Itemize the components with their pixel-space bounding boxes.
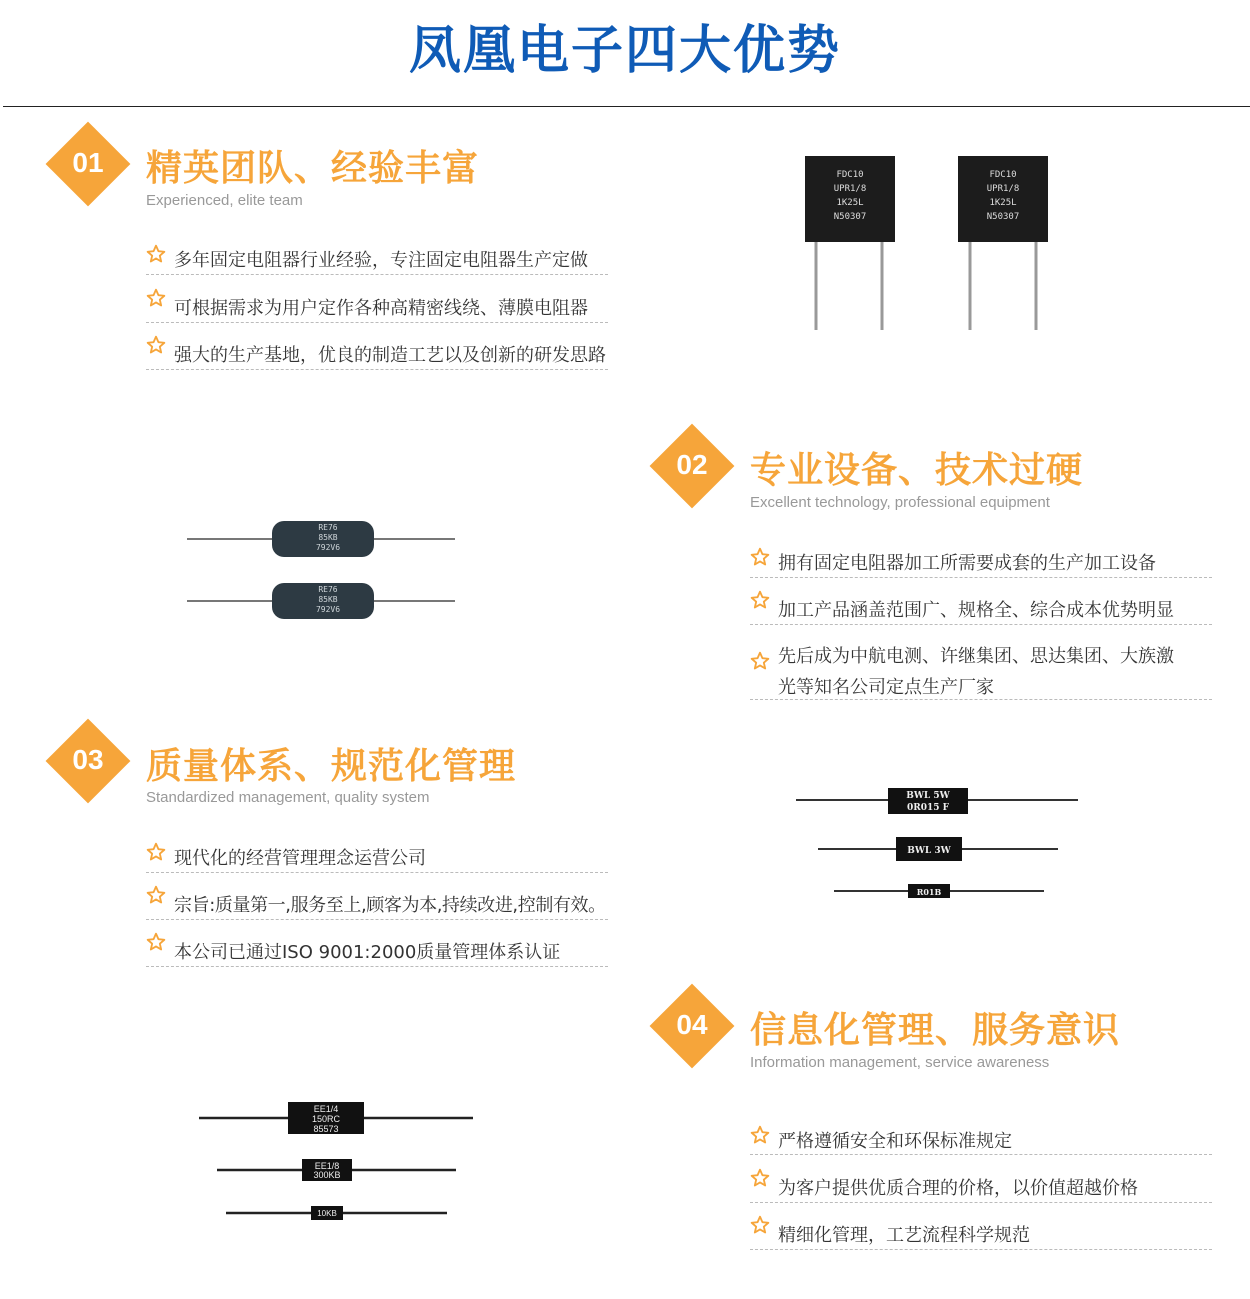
component-label: 300KB (313, 1170, 341, 1180)
feature-list (750, 1117, 1212, 1250)
list-item: 先后成为中航电测、许继集团、思达集团、大族激光等知名公司定点生产厂家 (750, 625, 1212, 700)
feature-list (750, 539, 1212, 700)
list-item: 强大的生产基地，优良的制造工艺以及创新的研发思路 (146, 323, 608, 370)
list-item: 精细化管理，工艺流程科学规范 (750, 1203, 1212, 1250)
component-label: FDC10 (989, 170, 1017, 180)
star-outline-icon (146, 244, 166, 264)
star-outline-icon (750, 651, 770, 671)
component-label: 1K25L (836, 198, 864, 208)
list-item: 现代化的经营管理理念运营公司 (146, 834, 608, 873)
component-label: UPR1/8 (833, 184, 867, 194)
resistor-photo-axial-block-small (196, 1098, 478, 1228)
section-title: 信息化管理、服务意识 (750, 1010, 1121, 1051)
component-label: 85KB (318, 595, 338, 604)
component-label: FDC10 (836, 170, 864, 180)
section-title: 质量体系、规范化管理 (146, 746, 517, 787)
star-outline-icon (146, 842, 166, 862)
star-outline-icon (750, 1125, 770, 1145)
resistor-photo-axial-cylinder (185, 515, 460, 625)
section-subtitle: Standardized management, quality system (146, 789, 430, 806)
component-label: UPR1/8 (986, 184, 1020, 194)
badge-number: 04 (676, 1009, 708, 1040)
star-outline-icon (750, 547, 770, 567)
section-subtitle: Experienced, elite team (146, 192, 303, 209)
star-outline-icon (750, 590, 770, 610)
star-outline-icon (146, 288, 166, 308)
star-outline-icon (146, 932, 166, 952)
feature-list (146, 236, 608, 370)
list-item: 拥有固定电阻器加工所需要成套的生产加工设备 (750, 539, 1212, 578)
component-label: 792V6 (315, 605, 341, 614)
section-title: 专业设备、技术过硬 (750, 450, 1084, 491)
list-item: 多年固定电阻器行业经验，专注固定电阻器生产定做 (146, 236, 608, 275)
component-label: 85573 (313, 1124, 339, 1134)
component-label: RE76 (318, 523, 338, 532)
component-label: N50307 (986, 212, 1020, 222)
component-label: R01B (916, 887, 942, 897)
badge-number: 02 (676, 449, 708, 480)
section-title: 精英团队、经验丰富 (146, 148, 480, 189)
component-label: 0R015 F (906, 803, 950, 813)
star-outline-icon (146, 885, 166, 905)
component-label: 792V6 (315, 543, 341, 552)
star-outline-icon (146, 335, 166, 355)
component-label: BWL 5W (906, 791, 950, 801)
component-label: 85KB (318, 533, 338, 542)
section-subtitle: Excellent technology, professional equipment (750, 494, 1050, 511)
title-divider (3, 106, 1250, 107)
list-item: 宗旨:质量第一,服务至上,顾客为本,持续改进,控制有效。 (146, 873, 608, 920)
component-label: 10KB (317, 1209, 337, 1218)
badge-number: 03 (72, 744, 104, 775)
component-label: 1K25L (989, 198, 1017, 208)
section-subtitle: Information management, service awareness (750, 1054, 1050, 1071)
badge-number: 01 (72, 147, 104, 178)
star-outline-icon (750, 1168, 770, 1188)
list-item: 本公司已通过ISO 9001:2000质量管理体系认证 (146, 920, 608, 967)
list-item: 严格遵循安全和环保标准规定 (750, 1117, 1212, 1155)
component-label: BWL 3W (907, 846, 951, 856)
list-item: 加工产品涵盖范围广、规格全、综合成本优势明显 (750, 578, 1212, 625)
feature-list (146, 834, 608, 967)
component-label: N50307 (833, 212, 867, 222)
resistor-photo-axial-block (792, 783, 1082, 903)
list-item: 为客户提供优质合理的价格，以价值超越价格 (750, 1155, 1212, 1203)
component-label: RE76 (318, 585, 338, 594)
page-title: 凤凰电子四大优势 (408, 21, 841, 81)
resistor-photo-radial (798, 150, 1058, 340)
component-label: EE1/8 (314, 1161, 340, 1171)
list-item: 可根据需求为用户定作各种高精密线绕、薄膜电阻器 (146, 275, 608, 323)
component-label: EE1/4 (313, 1104, 339, 1114)
star-outline-icon (750, 1215, 770, 1235)
component-label: 150RC (311, 1114, 341, 1124)
